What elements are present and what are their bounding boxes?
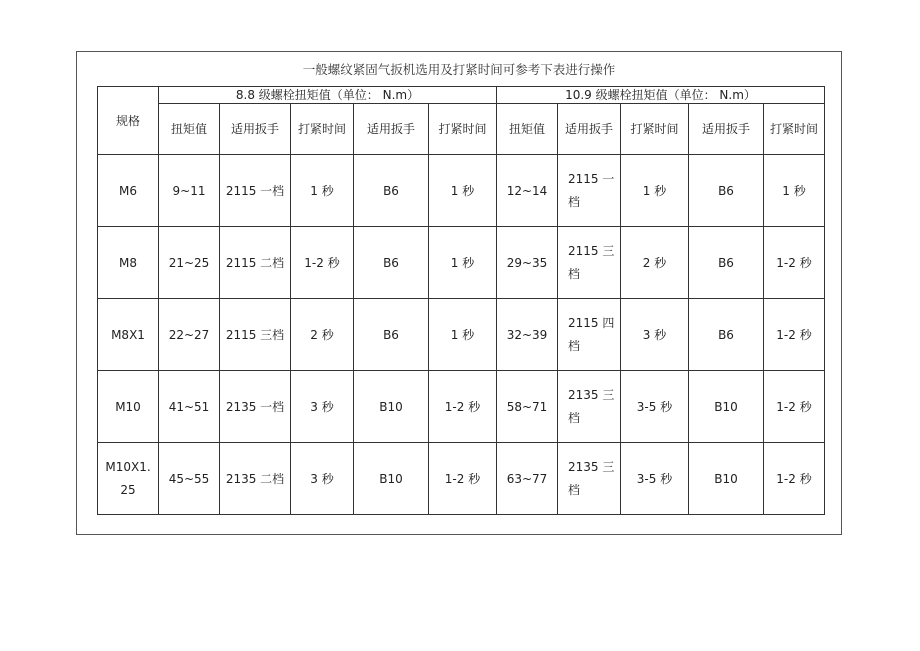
time-cell: 1-2 秒: [764, 227, 825, 299]
spec-cell: M8X1: [98, 299, 159, 371]
document-title: 一般螺纹紧固气扳机选用及打紧时间可参考下表进行操作: [302, 62, 616, 77]
group-header-10-9: 10.9 级螺栓扭矩值（单位： N.m）: [497, 87, 825, 104]
wrench-cell: 2115 一档: [220, 155, 291, 227]
time-cell: 1 秒: [429, 155, 497, 227]
wrench-cell: [558, 227, 621, 299]
time-cell: 1 秒: [291, 155, 354, 227]
spec-header: 规格: [98, 87, 159, 155]
wrench-cell: B6: [689, 227, 764, 299]
group-header-8-8: 8.8 级螺栓扭矩值（单位： N.m）: [159, 87, 497, 104]
torque-cell: 41~51: [159, 371, 220, 443]
wrench-cell-text: 2115 一档: [568, 171, 615, 209]
wrench-cell: [558, 443, 621, 515]
wrench-cell: 2115 二档: [220, 227, 291, 299]
time-cell: 1 秒: [621, 155, 689, 227]
time-cell: 1-2 秒: [429, 443, 497, 515]
time-cell: 1 秒: [764, 155, 825, 227]
time-cell: 1-2 秒: [429, 371, 497, 443]
wrench-cell: B6: [689, 299, 764, 371]
torque-table: [97, 86, 825, 515]
wrench-cell: B6: [354, 299, 429, 371]
time-cell: 3-5 秒: [621, 371, 689, 443]
time-cell: 2 秒: [291, 299, 354, 371]
spec-cell: [98, 443, 159, 515]
table-row: [98, 227, 825, 299]
time-cell: 1-2 秒: [291, 227, 354, 299]
torque-cell: 63~77: [497, 443, 558, 515]
spec-cell: M10: [98, 371, 159, 443]
subheader-wrench: 适用扳手: [558, 104, 621, 155]
table-row: [98, 299, 825, 371]
time-cell: 3 秒: [291, 443, 354, 515]
torque-cell: 22~27: [159, 299, 220, 371]
torque-cell: 29~35: [497, 227, 558, 299]
wrench-cell: B6: [689, 155, 764, 227]
torque-cell: 58~71: [497, 371, 558, 443]
time-cell: 1-2 秒: [764, 299, 825, 371]
wrench-cell: 2135 一档: [220, 371, 291, 443]
wrench-cell: [558, 371, 621, 443]
time-cell: 2 秒: [621, 227, 689, 299]
wrench-cell: B10: [689, 443, 764, 515]
wrench-cell-text: 2115 三档: [568, 243, 615, 281]
time-cell: 1 秒: [429, 227, 497, 299]
wrench-cell: B10: [354, 371, 429, 443]
torque-cell: 12~14: [497, 155, 558, 227]
torque-cell: 21~25: [159, 227, 220, 299]
subheader-time: 打紧时间: [291, 104, 354, 155]
subheader-time: 打紧时间: [764, 104, 825, 155]
torque-cell: 45~55: [159, 443, 220, 515]
time-cell: 1-2 秒: [764, 371, 825, 443]
subheader-wrench: 适用扳手: [220, 104, 291, 155]
table-row: [98, 443, 825, 515]
time-cell: 3 秒: [291, 371, 354, 443]
subheader-wrench: 适用扳手: [354, 104, 429, 155]
wrench-cell: 2135 二档: [220, 443, 291, 515]
time-cell: 1 秒: [429, 299, 497, 371]
wrench-cell: B10: [354, 443, 429, 515]
spec-cell: M8: [98, 227, 159, 299]
subheader-time: 打紧时间: [429, 104, 497, 155]
time-cell: 1-2 秒: [764, 443, 825, 515]
subheader-time: 打紧时间: [621, 104, 689, 155]
torque-cell: 9~11: [159, 155, 220, 227]
subheader-torque: 扭矩值: [159, 104, 220, 155]
wrench-cell: B10: [689, 371, 764, 443]
spec-cell: M6: [98, 155, 159, 227]
time-cell: 3-5 秒: [621, 443, 689, 515]
wrench-cell: [558, 299, 621, 371]
table-row: [98, 371, 825, 443]
wrench-cell: B6: [354, 155, 429, 227]
subheader-wrench: 适用扳手: [689, 104, 764, 155]
time-cell: 3 秒: [621, 299, 689, 371]
wrench-cell: B6: [354, 227, 429, 299]
wrench-cell-text: 2135 三档: [568, 459, 615, 497]
torque-cell: 32~39: [497, 299, 558, 371]
wrench-cell-text: 2115 四档: [568, 315, 615, 353]
subheader-torque: 扭矩值: [497, 104, 558, 155]
wrench-cell: 2115 三档: [220, 299, 291, 371]
spec-cell-text: M10X1.25: [105, 459, 151, 497]
wrench-cell: [558, 155, 621, 227]
table-row: [98, 155, 825, 227]
wrench-cell-text: 2135 三档: [568, 387, 615, 425]
